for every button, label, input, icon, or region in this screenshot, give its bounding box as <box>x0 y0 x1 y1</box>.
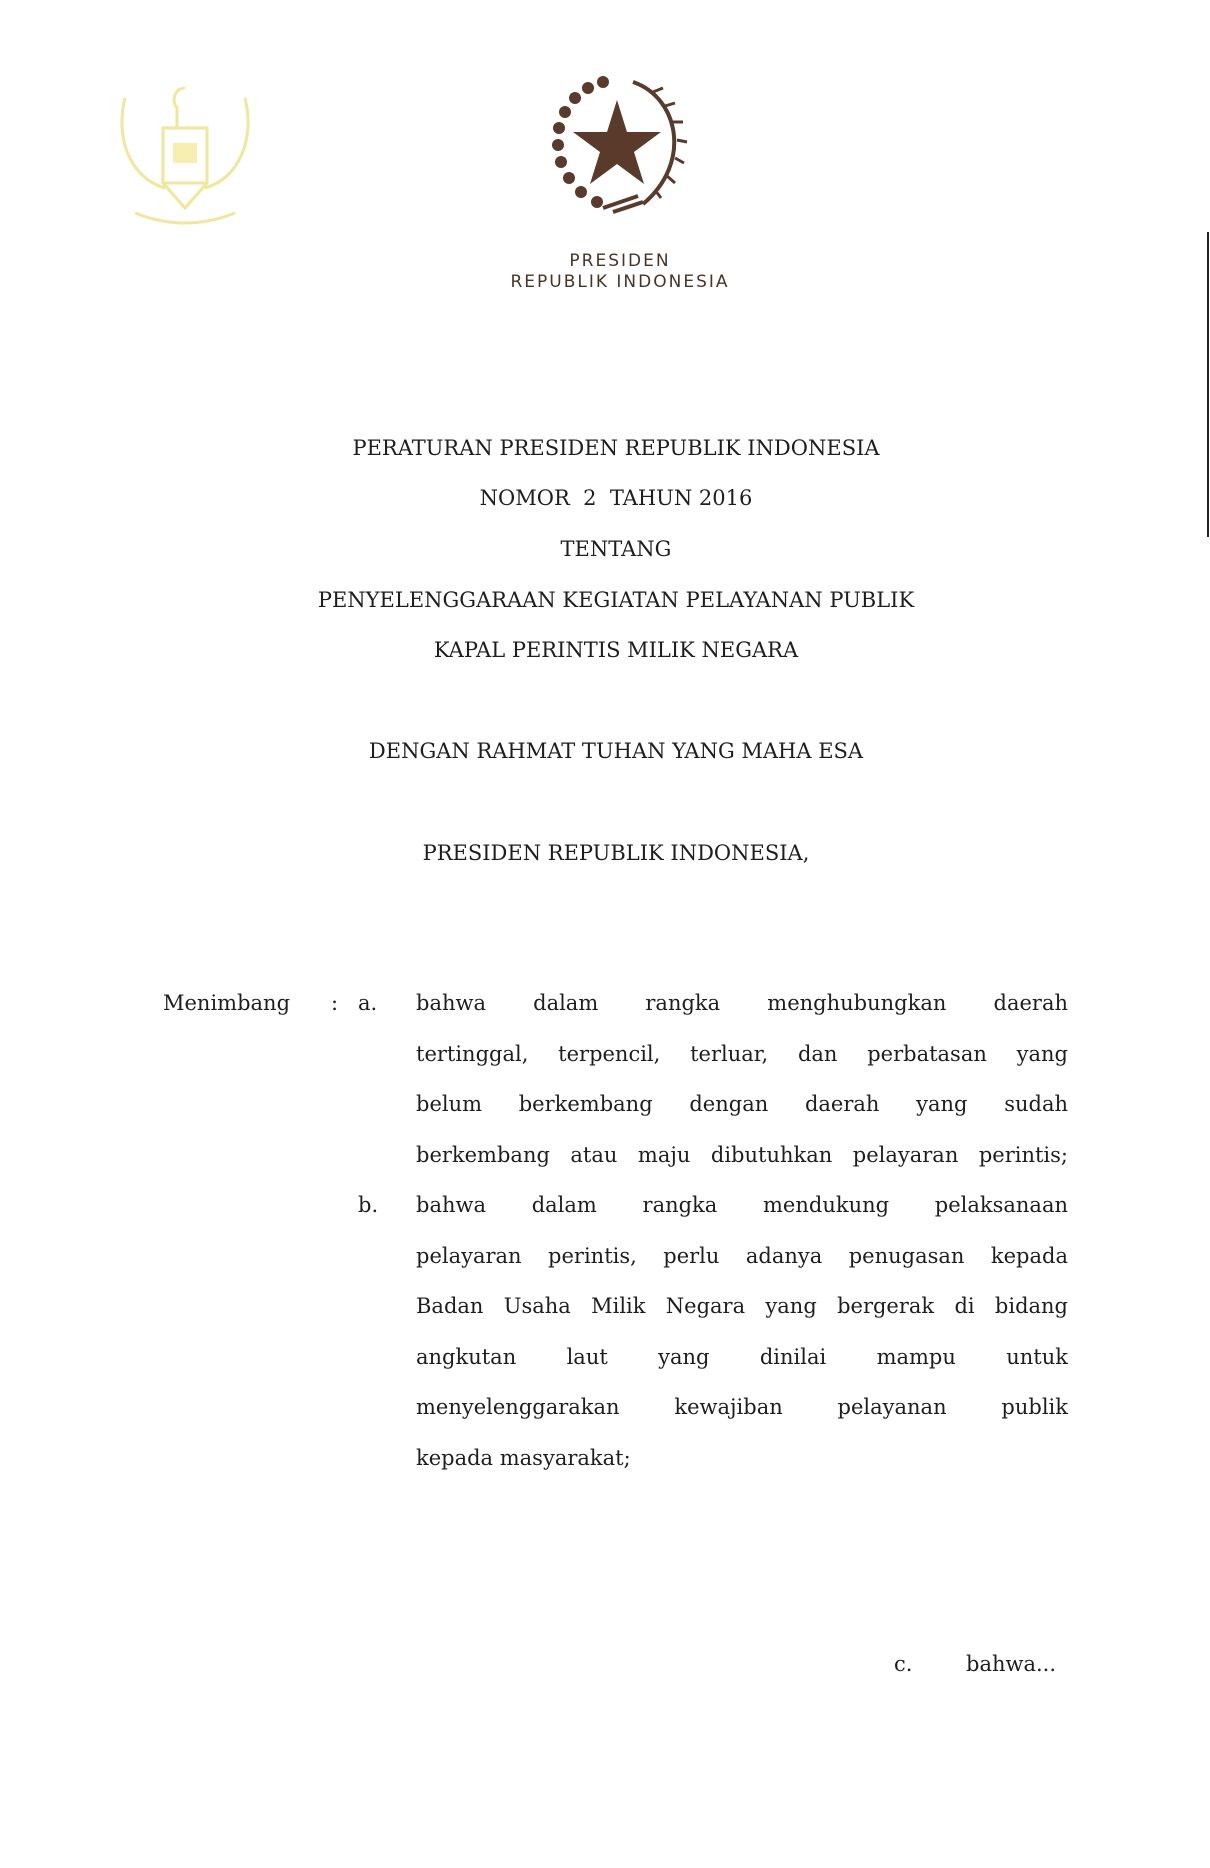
item-line: angkutan laut yang dinilai mampu untuk <box>416 1345 1068 1369</box>
garuda-emblem-watermark <box>105 68 265 238</box>
authority-line: PRESIDEN REPUBLIK INDONESIA, <box>422 841 810 865</box>
next-page-catchword: bahwa... <box>966 1652 1057 1676</box>
regulation-title: PERATURAN PRESIDEN REPUBLIK INDONESIA <box>352 436 880 460</box>
considering-label: Menimbang <box>163 991 291 1015</box>
item-line: bahwa dalam rangka mendukung pelaksanaan <box>416 1193 1068 1217</box>
regulation-subject-line1: PENYELENGGARAAN KEGIATAN PELAYANAN PUBLIK <box>317 588 915 612</box>
item-line: pelayaran perintis, perlu adanya penugasan kepada <box>416 1244 1068 1268</box>
item-line: berkembang atau maju dibutuhkan pelayaran perintis; <box>416 1143 1068 1167</box>
tentang-heading: TENTANG <box>560 537 672 561</box>
item-line: tertinggal, terpencil, terluar, dan perbatasan yang <box>416 1042 1068 1066</box>
blessing-line: DENGAN RAHMAT TUHAN YANG MAHA ESA <box>368 739 864 763</box>
letterhead-line2: REPUBLIK INDONESIA <box>510 272 730 292</box>
item-marker: b. <box>358 1193 379 1217</box>
item-line: Badan Usaha Milik Negara yang bergerak di bidang <box>416 1294 1068 1318</box>
presidential-seal-icon <box>543 72 691 220</box>
regulation-number: NOMOR 2 TAHUN 2016 <box>479 486 753 510</box>
item-line: bahwa dalam rangka menghubungkan daerah <box>416 991 1068 1015</box>
next-page-marker: c. <box>894 1652 913 1676</box>
item-line: belum berkembang dengan daerah yang sudah <box>416 1092 1068 1116</box>
item-marker: a. <box>358 991 378 1015</box>
letterhead-line1: PRESIDEN <box>569 251 671 271</box>
regulation-subject-line2: KAPAL PERINTIS MILIK NEGARA <box>433 638 799 662</box>
scan-edge-line <box>1207 232 1209 537</box>
item-line: menyelenggarakan kewajiban pelayanan publik <box>416 1395 1068 1419</box>
considering-colon: : <box>331 991 339 1015</box>
item-line: kepada masyarakat; <box>416 1446 631 1470</box>
